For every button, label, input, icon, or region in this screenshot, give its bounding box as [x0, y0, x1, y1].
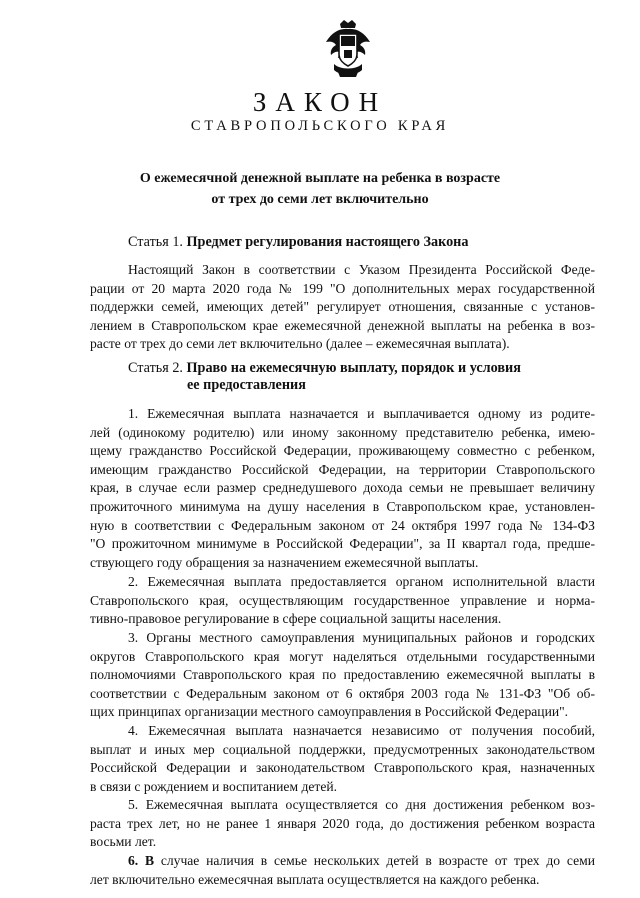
- text-line: 2. Ежемесячная выплата предоставляется органом исполнительной власти: [128, 574, 595, 589]
- text-line: прожиточного минимума на душу населения в Ставропольском крае, установлен-: [90, 498, 595, 514]
- text-line: восьми лет.: [90, 834, 157, 850]
- document-title: [30, 168, 610, 210]
- paragraph-6-lead: 6. В: [128, 853, 155, 868]
- article-2-title-cont: ее предоставления: [187, 377, 306, 393]
- text-line: ную в соответствии с Федеральным законом от 24 октября 1997 года № 134-ФЗ: [90, 517, 595, 533]
- text-line: Российской Федерации и законодательством Ставропольского края, назначенных: [90, 760, 595, 776]
- coat-of-arms-emblem: [324, 20, 372, 78]
- text-line: выплат и иных мер социальной поддержки, предусмотренных законодательством: [90, 741, 595, 757]
- article-2-paragraph-4: [90, 722, 595, 796]
- article-2-paragraph-3: [90, 629, 595, 722]
- text-line: ствующего году обращения за назначением ежемесячной выплаты.: [90, 554, 479, 570]
- text-line: 1. Ежемесячная выплата назначается и выплачивается одному из родите-: [128, 406, 595, 421]
- title-line: О ежемесячной денежной выплате на ребенка в возрасте: [139, 171, 501, 186]
- text-line: лет включительно ежемесячная выплата осуществляется на каждого ребенка.: [90, 871, 540, 887]
- article-1-heading: [128, 232, 468, 252]
- paragraph-6-line-1: случае наличия в семье нескольких детей в возрасте от трех до семи: [154, 853, 595, 868]
- article-2-paragraph-1: [90, 405, 595, 572]
- law-heading: ЗАКОН: [252, 87, 388, 117]
- text-line: расте от трех до семи лет включительно (далее – ежемесячная выплата).: [90, 336, 510, 352]
- stavropol-coat-of-arms-icon: [324, 20, 372, 78]
- text-line: 4. Ежемесячная выплата назначается независимо от получения пособий,: [128, 723, 595, 738]
- article-2-paragraph-6: [90, 852, 595, 889]
- text-line: 5. Ежемесячная выплата осуществляется со дня достижения ребенком воз-: [128, 797, 595, 812]
- text-line: щему гражданство Российской Федерации, проживающему совместно с ребенком,: [90, 443, 595, 459]
- text-line: поддержки семей, имеющих детей" регулирует отношения, связанные с установ-: [90, 299, 595, 315]
- text-line: 3. Органы местного самоуправления муниципальных районов и городских: [128, 630, 595, 645]
- text-line: лением в Ставропольском крае ежемесячной денежной выплаты на ребенка в воз-: [90, 317, 595, 333]
- text-line: соответствии с Федеральным законом от 6 октября 2003 года № 131-ФЗ "Об об-: [90, 685, 595, 701]
- article-2-title: Право на ежемесячную выплату, порядок и условия: [186, 360, 521, 376]
- text-line: полномочиями Ставропольского края по предоставлению ежемесячной выплаты в: [90, 667, 595, 683]
- text-line: округов Ставропольского края могут наделяться отдельными государственными: [90, 648, 595, 664]
- text-line: раста трех лет, но не ранее 1 января 2020 года, до достижения ребенком возраста: [90, 815, 595, 831]
- text-line: имеющим гражданство Российской Федерации, на территории Ставропольского: [90, 461, 595, 477]
- text-line: Настоящий Закон в соответствии с Указом Президента Российской Феде-: [128, 262, 595, 277]
- text-line: [90, 852, 595, 871]
- text-line: в связи с рождением и воспитанием детей.: [90, 778, 338, 794]
- article-2-heading-cont: [187, 375, 306, 395]
- article-2-paragraph-2: [90, 573, 595, 629]
- text-line: "О прожиточном минимуме в Российской Федерации", за II квартал года, предше-: [90, 536, 595, 552]
- text-line: края, в случае если размер среднедушевого дохода семьи не превышает величину: [90, 480, 595, 496]
- text-line: щих принципах организации местного самоуправления в Российской Федерации".: [90, 704, 569, 720]
- article-1-paragraph: [90, 261, 595, 354]
- title-line: от трех до семи лет включительно: [211, 192, 429, 207]
- article-2-paragraph-5: [90, 796, 595, 852]
- text-line: тивно-правовое регулирование в сфере социальной защиты населения.: [90, 611, 502, 627]
- article-2-number: Статья 2.: [128, 360, 183, 376]
- region-heading: СТАВРОПОЛЬСКОГО КРАЯ: [190, 118, 450, 134]
- article-1-title: Предмет регулирования настоящего Закона: [186, 234, 469, 250]
- article-1-number: Статья 1.: [128, 234, 183, 250]
- text-line: рации от 20 марта 2020 года № 199 "О дополнительных мерах государственной: [90, 280, 595, 296]
- text-line: лей (одинокому родителю) или иному законному представителю ребенка, имею-: [90, 424, 595, 440]
- text-line: Ставропольского края, осуществляющим государственное управление и норма-: [90, 592, 595, 608]
